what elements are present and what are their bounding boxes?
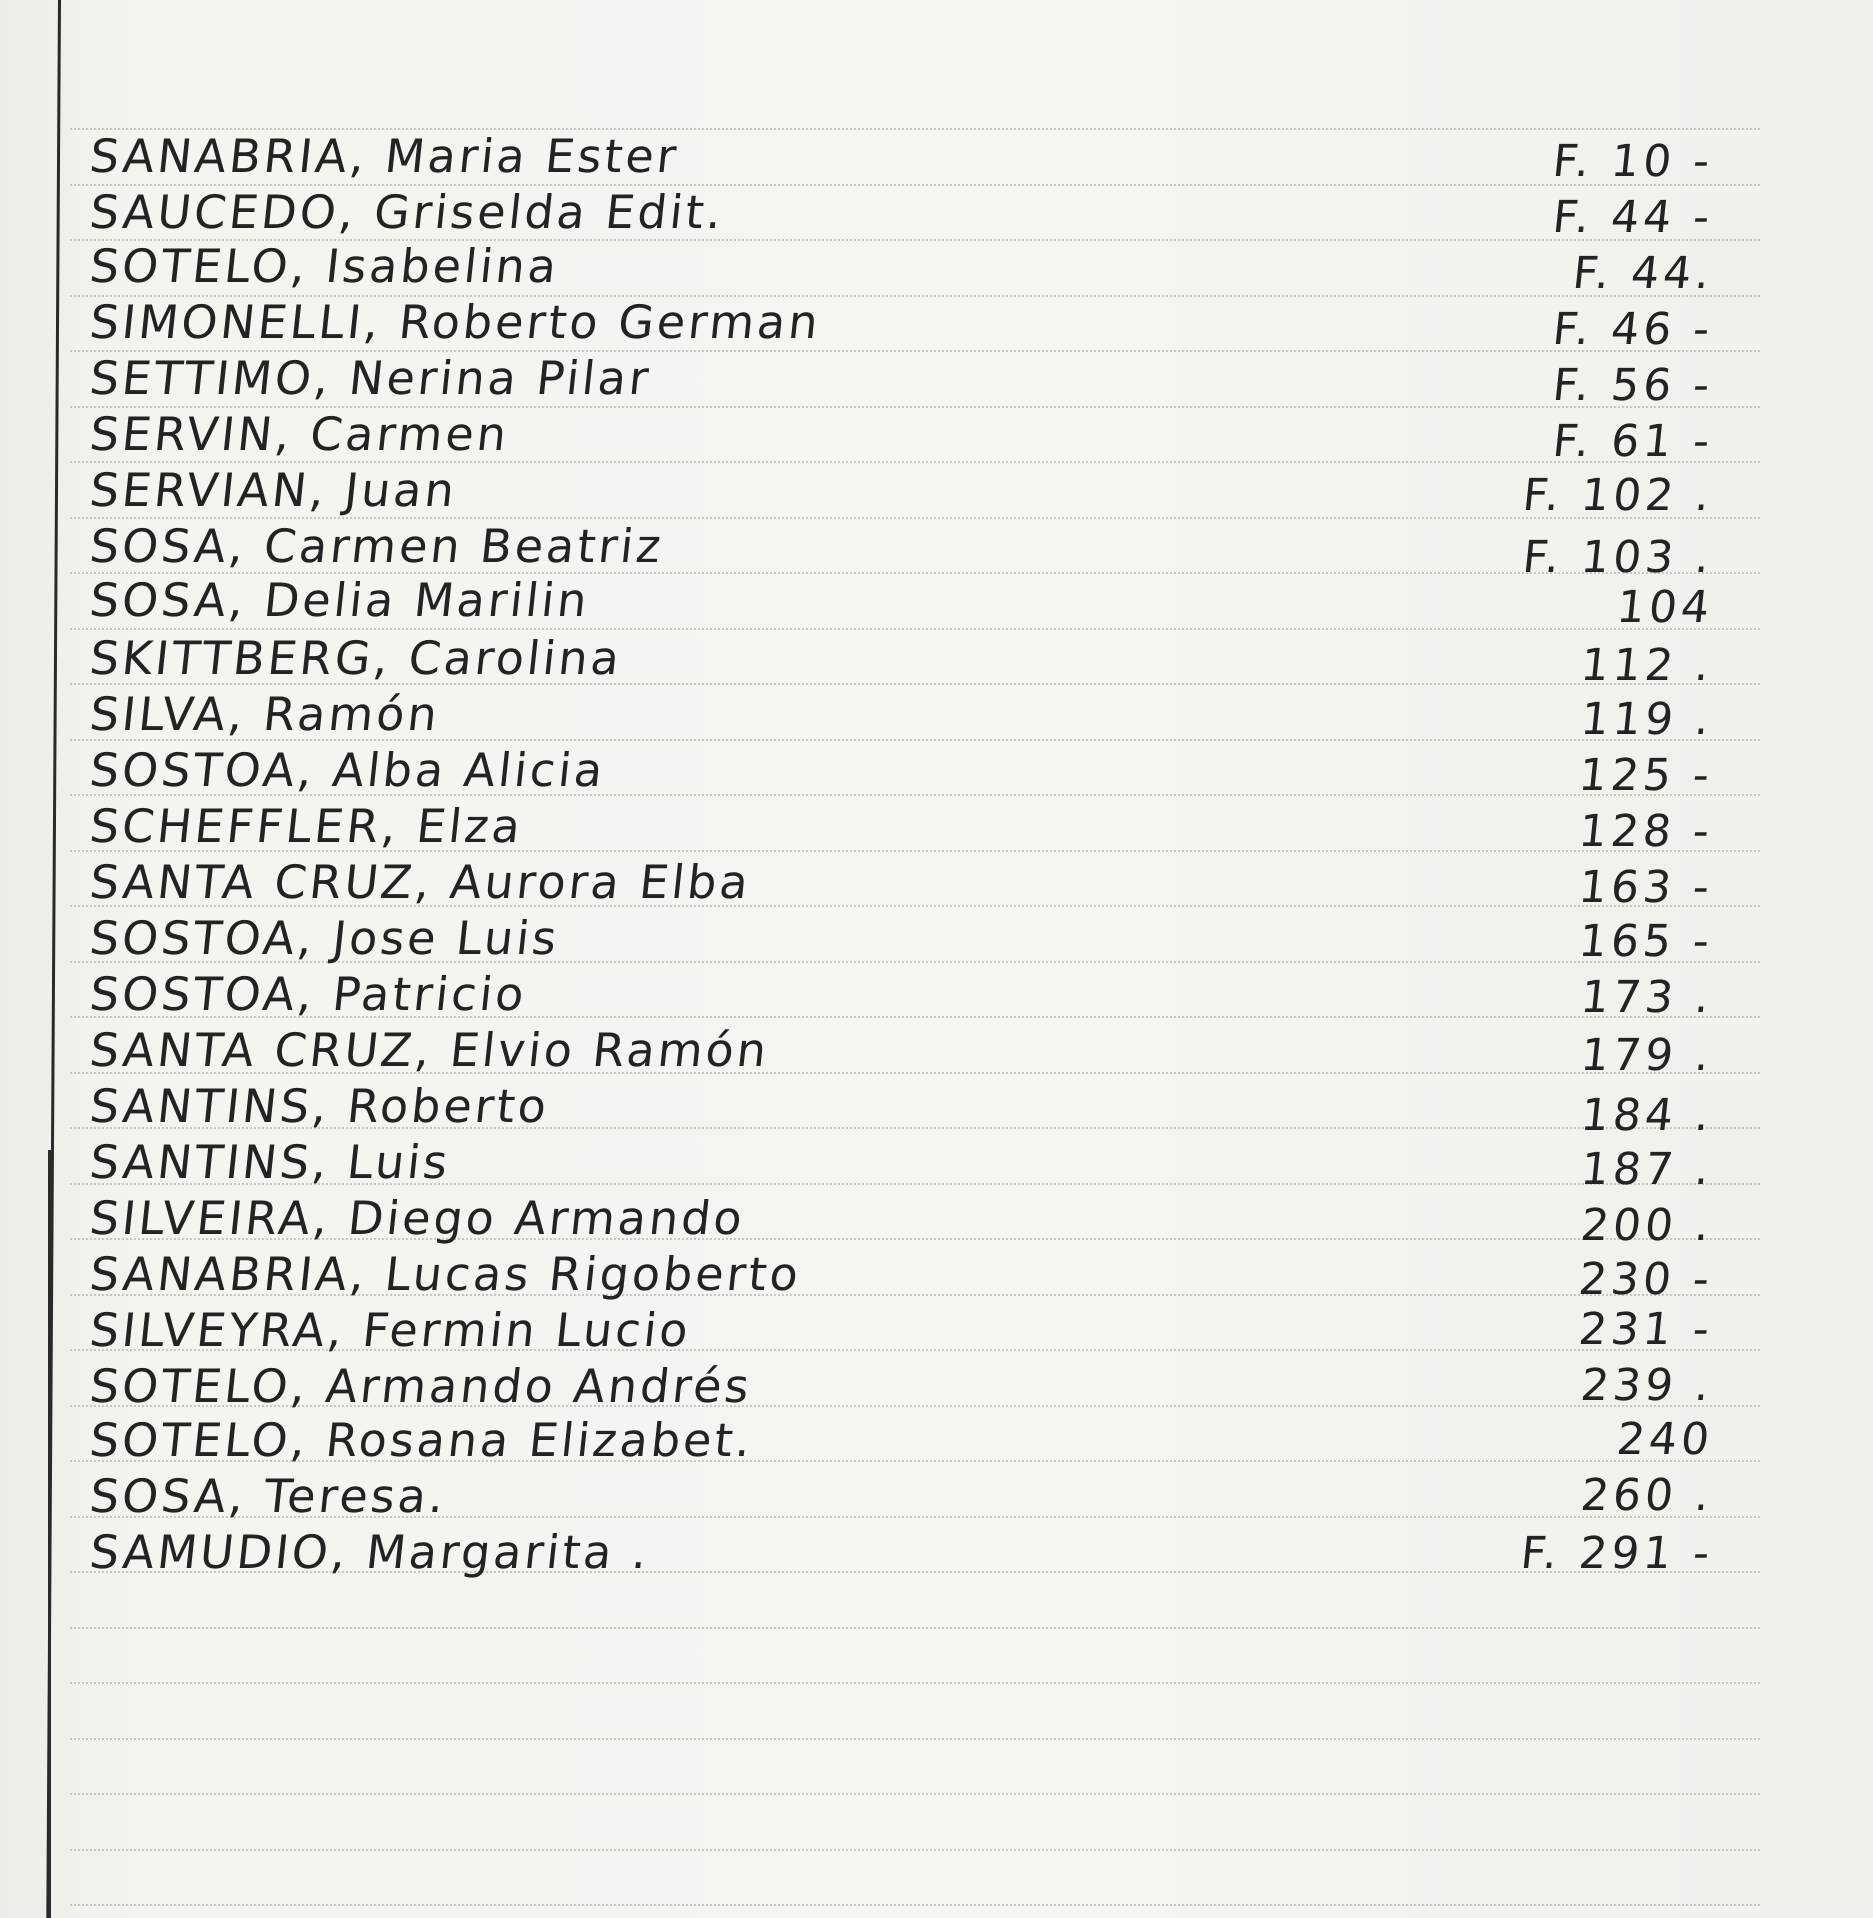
entry-folio: F. 10 - <box>1550 136 1716 187</box>
entry-name: SAUCEDO, Griselda Edit. <box>87 185 728 239</box>
entry-folio: 179 . <box>1578 1030 1716 1081</box>
entry-folio: 184 . <box>1578 1090 1716 1141</box>
entry-name: SILVEIRA, Diego Armando <box>87 1191 748 1245</box>
entry-name: SOSA, Delia Marilin <box>87 573 593 627</box>
entry-name: SOSTOA, Patricio <box>87 967 530 1021</box>
entry-name: SOTELO, Rosana Elizabet. <box>87 1413 757 1467</box>
entry-folio: 239 . <box>1578 1360 1716 1411</box>
entry-folio: 173 . <box>1578 972 1716 1023</box>
entry-name: SKITTBERG, Carolina <box>87 631 625 685</box>
entry-name: SERVIAN, Juan <box>87 463 460 517</box>
entry-name: SOSTOA, Alba Alicia <box>87 743 609 797</box>
entry-name: SILVEYRA, Fermin Lucio <box>87 1303 694 1357</box>
entry-folio: 119 . <box>1578 694 1716 745</box>
entry-folio: 128 - <box>1576 806 1716 857</box>
entry-folio: F. 44. <box>1570 248 1716 299</box>
entry-name: SIMONELLI, Roberto German <box>87 295 824 349</box>
entry-name: SANABRIA, Lucas Rigoberto <box>87 1247 804 1301</box>
entry-folio: 231 - <box>1576 1304 1716 1355</box>
entry-folio: F. 291 - <box>1518 1528 1716 1579</box>
entry-folio: 163 - <box>1576 862 1716 913</box>
entry-folio: F. 102 . <box>1520 470 1716 521</box>
entry-name: SANABRIA, Maria Ester <box>87 129 682 183</box>
entry-name: SCHEFFLER, Elza <box>87 799 526 853</box>
entry-name: SANTA CRUZ, Elvio Ramón <box>87 1023 772 1077</box>
entry-name: SAMUDIO, Margarita . <box>87 1525 653 1579</box>
entry-name: SERVIN, Carmen <box>87 407 512 461</box>
entry-name: SOSTOA, Jose Luis <box>87 911 562 965</box>
entry-folio: F. 61 - <box>1550 416 1716 467</box>
entry-name: SOSA, Teresa. <box>87 1469 450 1523</box>
entry-folio: 112 . <box>1578 640 1716 691</box>
entry-name: SOSA, Carmen Beatriz <box>87 519 667 573</box>
entry-name: SOTELO, Isabelina <box>87 239 562 293</box>
entry-folio: 125 - <box>1576 750 1716 801</box>
entry-folio: 104 <box>1614 582 1716 633</box>
entry-folio: F. 103 . <box>1520 532 1716 583</box>
entry-folio: 230 - <box>1576 1254 1716 1305</box>
entry-folio: F. 46 - <box>1550 304 1716 355</box>
entry-folio: F. 56 - <box>1550 360 1716 411</box>
entry-folio: 165 - <box>1576 916 1716 967</box>
entry-folio: F. 44 - <box>1550 192 1716 243</box>
entry-folio: 260 . <box>1578 1470 1716 1521</box>
entry-name: SOTELO, Armando Andrés <box>87 1359 755 1413</box>
entry-name: SANTINS, Roberto <box>87 1079 552 1133</box>
entry-name: SILVA, Ramón <box>87 687 443 741</box>
entry-folio: 187 . <box>1578 1144 1716 1195</box>
entry-name: SETTIMO, Nerina Pilar <box>87 351 654 405</box>
entry-folio: 200 . <box>1578 1200 1716 1251</box>
entry-folio: 240 <box>1614 1414 1716 1465</box>
entry-name: SANTA CRUZ, Aurora Elba <box>87 855 754 909</box>
entry-name: SANTINS, Luis <box>87 1135 454 1189</box>
